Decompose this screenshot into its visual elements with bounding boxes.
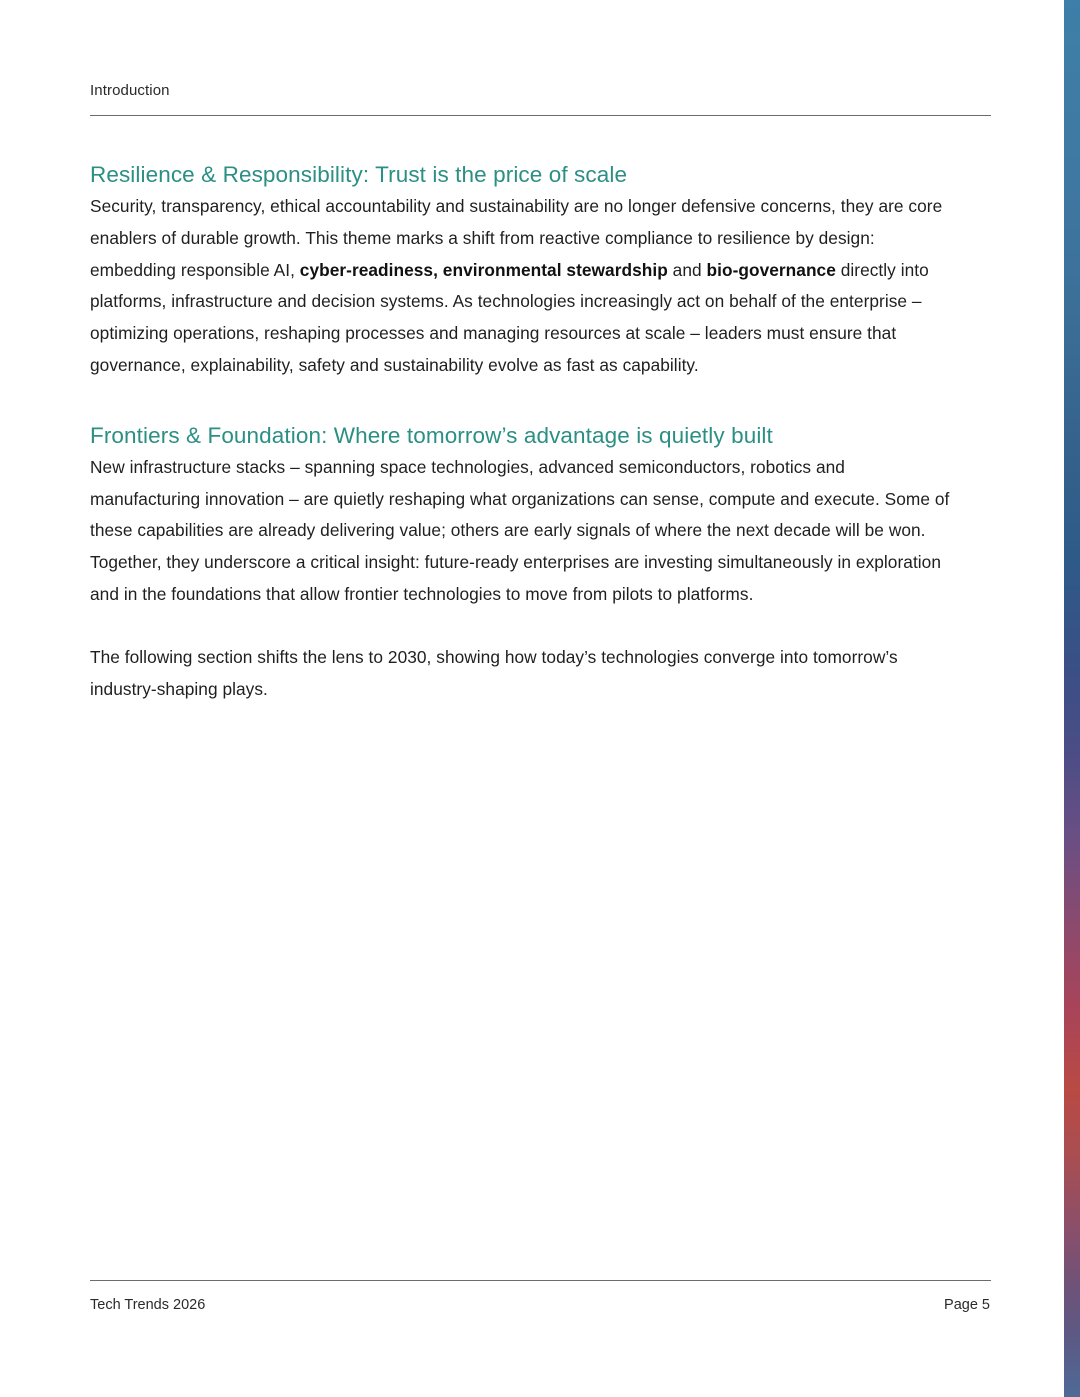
body-text-emphasis: bio-governance — [706, 259, 836, 280]
section-body: New infrastructure stacks – spanning space technologies, advanced semiconductors, robotics and manufacturing innovation – are quietly reshaping what organizations can sense, compute and execute. Some of these capabilities are already delivering value; others are early signals of where the next decade will be won. Together, they underscore a critical insight: future-ready enterprises are investing simultaneously in exploration and in the foundations that allow frontier technologies to move from pilots to platforms. — [90, 456, 950, 604]
page-number: Page 5 — [944, 1297, 990, 1313]
section-heading: Resilience & Responsibility: Trust is the price of scale — [90, 162, 628, 187]
body-text-emphasis: cyber-readiness, environmental stewardship — [299, 259, 668, 280]
running-head: Introduction — [90, 82, 170, 99]
footer-publication-title: Tech Trends 2026 — [90, 1297, 206, 1313]
closing-paragraph: The following section shifts the lens to 2030, showing how today’s technologies converge into tomorrow’s industry-shaping plays. — [90, 646, 898, 699]
section-frontiers — [90, 420, 950, 611]
section-heading: Frontiers & Foundation: Where tomorrow’s advantage is quietly built — [90, 422, 773, 448]
header-divider — [90, 115, 991, 116]
main-content — [90, 159, 950, 705]
decorative-side-strip — [1064, 0, 1080, 1397]
section-body — [90, 191, 950, 382]
body-text-run: Security, transparency, ethical accountability and sustainability are no longer defensive concerns, they are core enablers of durable growth. This theme marks a shift from reactive compliance to resilience by design: embedding responsible AI, — [90, 196, 943, 280]
body-text-run: directly into platforms, infrastructure and decision systems. As technologies increasingly act on behalf of the enterprise – optimizing operations, reshaping processes and managing resources at scale – leaders must ensure that governance, explainability, safety and sustainability evolve as fast as capability. — [90, 259, 929, 375]
footer-divider — [90, 1280, 991, 1281]
section-resilience — [90, 159, 950, 382]
body-text-run: and — [667, 259, 707, 280]
